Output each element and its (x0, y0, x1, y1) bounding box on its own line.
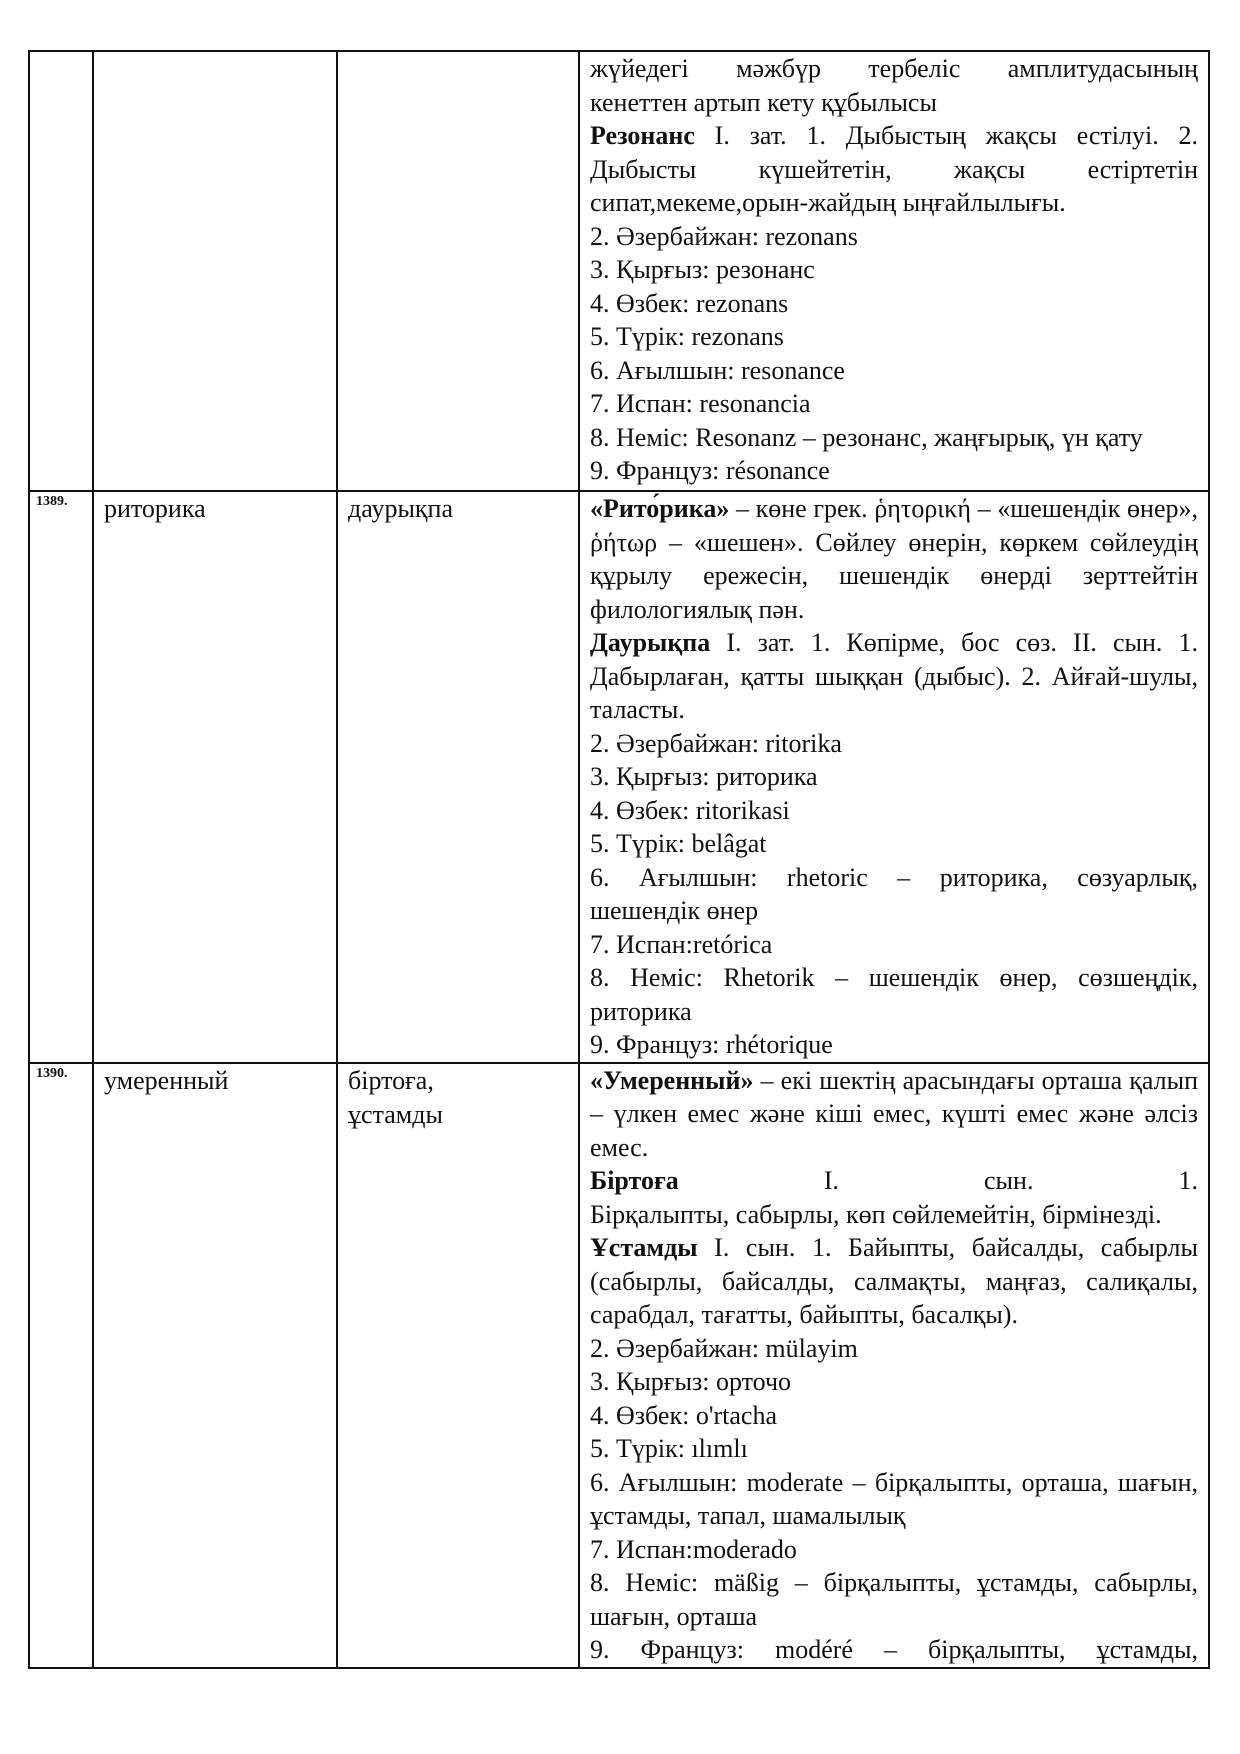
translation-line: 8. Неміс: Rhetorik – шешендік өнер, сөзшеңдік, риторика (590, 963, 1198, 1026)
translation-line: 9. Француз: rhétorique (590, 1030, 833, 1059)
translation-line: 6. Ағылшын: moderate – бірқалыпты, орташа, шағын, ұстамды, тапал, шамалылық (590, 1467, 1198, 1530)
translation-line: 7. Испан:retórica (590, 929, 773, 959)
russian-term: риторика (93, 491, 337, 1063)
table-row (29, 491, 1209, 1063)
definition-paragraph (590, 1064, 1198, 1165)
translation-line: 3. Қырғыз: орточо (590, 1367, 792, 1396)
translation-line: 2. Әзербайжан: rezonans (590, 221, 858, 251)
entry-description (579, 491, 1209, 1063)
definition-text: I. зат. 1. Көпірме, бос сөз. II. сын. 1. Дабырлаған, қатты шыққан (дыбыс). 2. Айғай-шулы, таласты. (590, 628, 1198, 724)
translation-line: 6. Ағылшын: rhetoric – риторика, сөзуарлық, шешендік өнер (590, 862, 1198, 925)
translation-line: 8. Неміс: mäßig – бірқалыпты, ұстамды, сабырлы, шағын, орташа (590, 1568, 1198, 1631)
entry-description (579, 51, 1209, 491)
lead-text: – екі шектің арасындағы орташа қалып – үлкен емес және кіші емес, күшті емес және әлсіз емес. (590, 1065, 1198, 1162)
translation-line: 3. Қырғыз: резонанс (590, 255, 815, 284)
translation-line: 7. Испан:moderado (590, 1534, 797, 1564)
translation-line: 5. Түрік: rezonans (590, 322, 784, 351)
translation-line: 2. Әзербайжан: ritorika (590, 728, 842, 758)
kazakh-term-line: ұстамды (348, 1099, 443, 1129)
kazakh-term (337, 1063, 579, 1668)
kazakh-term: даурықпа (337, 491, 579, 1063)
table-row (29, 1063, 1209, 1668)
kazakh-term (337, 51, 579, 491)
translation-line: 4. Өзбек: rezonans (590, 288, 789, 318)
definition-paragraph (590, 1164, 1198, 1198)
translation-line: 4. Өзбек: ritorikasi (590, 795, 790, 825)
entry-number: 1389. (29, 491, 93, 1063)
lead-term: «Рито́рика» (590, 494, 730, 523)
entry-number (29, 51, 93, 491)
translation-line: 9. Француз: modéré – бірқалыпты, ұстамды, (590, 1635, 1198, 1664)
definition-paragraph (590, 626, 1198, 727)
translation-line: 8. Неміс: Resonanz – резонанс, жаңғырық, үн қату (590, 422, 1143, 452)
translation-line: 7. Испан: resonancia (590, 389, 811, 418)
definition-text: I. сын. 1. Байыпты, байсалды, сабырлы (сабырлы, байсалды, салмақты, маңғаз, салиқалы, сарабдал, тағатты, байыпты, басалқы). (590, 1233, 1198, 1329)
definition-text: I. зат. 1. Дыбыстың жақсы естілуі. 2. Дыбысты күшейтетін, жақсы естіртетін сипат,мекеме,орын-жайдың ыңғайлылығы. (590, 121, 1198, 217)
definition-text: жүйедегі мәжбүр тербеліс амплитудасының (590, 54, 1198, 83)
definition-paragraph (590, 1231, 1198, 1332)
translation-line: 3. Қырғыз: риторика (590, 762, 818, 791)
translation-line: 5. Түрік: ılımlı (590, 1434, 748, 1463)
definition-term: Ұстамды (590, 1233, 698, 1262)
definition-term: Даурықпа (590, 628, 711, 657)
definition-text: Бірқалыпты, сабырлы, көп сөйлемейтін, бірмінезді. (590, 1199, 1162, 1229)
definition-text: кенеттен артып кету құбылысы (590, 87, 937, 117)
definition-paragraph (590, 119, 1198, 220)
translation-line: 6. Ағылшын: resonance (590, 355, 845, 385)
document-page (28, 50, 1210, 1669)
definition-paragraph (590, 492, 1198, 626)
entry-description (579, 1063, 1209, 1668)
definition-term: Резонанс (590, 121, 695, 150)
russian-term (93, 51, 337, 491)
translation-line: 2. Әзербайжан: mülayim (590, 1333, 858, 1363)
definition-text: I. сын. 1. (823, 1166, 1198, 1195)
dictionary-table (28, 50, 1210, 1669)
translation-line: 5. Түрік: belâgat (590, 829, 767, 858)
definition-term: Біртоға (590, 1166, 679, 1195)
entry-number: 1390. (29, 1063, 93, 1668)
lead-term: «Умеренный» (590, 1065, 754, 1095)
translation-line: 9. Француз: résonance (590, 456, 830, 485)
lead-text: – көне грек. ῥητορική – «шешендік өнер», ῥήτωρ – «шешен». Сөйлеу өнерін, көркем сөйлеудің құрылу ережесін, шешендік өнерді зерттейтін филологиялық пән. (590, 494, 1198, 624)
table-row (29, 51, 1209, 491)
russian-term: умеренный (93, 1063, 337, 1668)
translation-line: 4. Өзбек: o'rtacha (590, 1400, 778, 1430)
kazakh-term-line: біртоға, (348, 1065, 434, 1095)
